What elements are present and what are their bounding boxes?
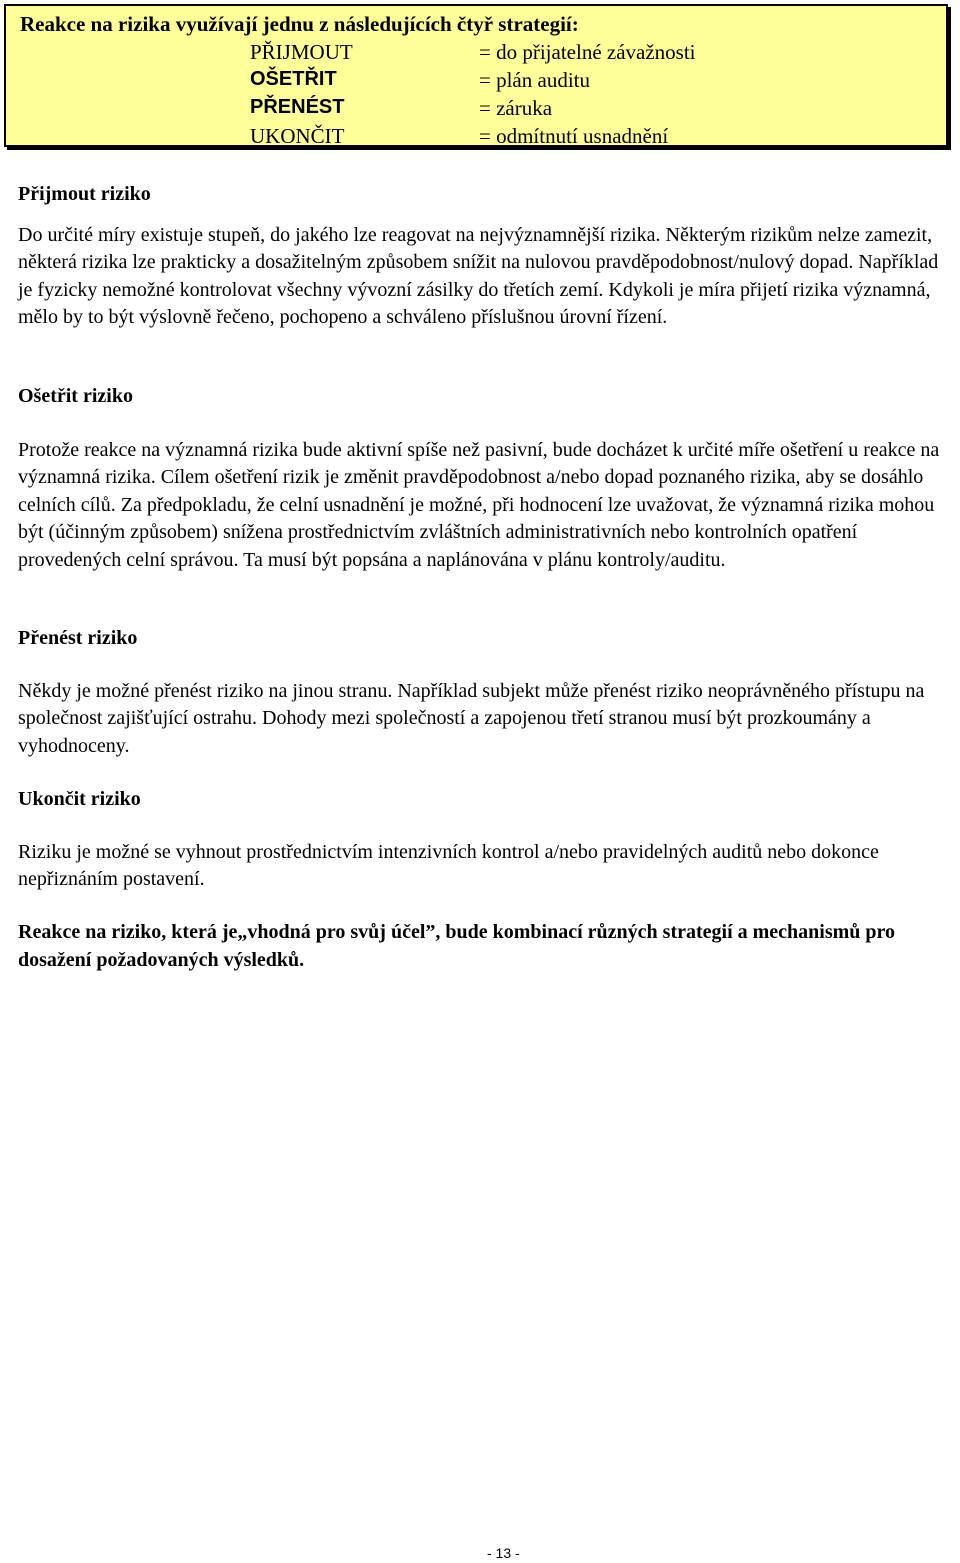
section-text-transfer: Někdy je možné přenést riziko na jinou stranu. Například subjekt může přenést riziko neoprávněného přístupu na společnost zajišťující ostrahu. Dohody mezi společností a zapojenou třetí stranou musí být prozkoumány a vyhodnoceny. [18,680,925,757]
strategy-name: UKONČIT [250,124,345,148]
strategy-description: = odmítnutí usnadnění [479,124,669,148]
section-text-accept: Do určité míry existuje stupeň, do jakého lze reagovat na nejvýznamnější rizika. Některým rizikům nelze zamezit, některá rizika lze prakticky a dosažitelným způsobem snížit na nulovou pravděpodobnost/nulový dopad. Například je fyzicky nemožné kontrolovat všechny vývozní zásilky do třetích zemí. Kdykoli je míra přijetí rizika významná, mělo by to být výslovně řečeno, pochopeno a schváleno příslušnou úrovní řízení. [18,224,939,329]
strategy-description: = záruka [479,96,553,120]
section-heading-terminate: Ukončit riziko [18,788,141,810]
strategy-description: = do přijatelné závažnosti [479,40,696,64]
section-text-treat: Protože reakce na významná rizika bude aktivní spíše než pasivní, bude docházet k určité míře ošetření u reakce na významná rizika. Cílem ošetření rizik je změnit pravděpodobnost a/nebo dopad poznaného rizika, aby se dosáhlo celních cílů. Za předpokladu, že celní usnadnění je možné, při hodnocení lze uvažovat, že významná rizika mohou být (účinným způsobem) snížena prostřednictvím zvláštních administrativních nebo kontrolních opatření provedených celní správou. Ta musí být popsána a naplánována v plánu kontroly/auditu. [18,439,940,571]
section-heading-treat: Ošetřit riziko [18,385,133,407]
strategy-description: = plán auditu [479,68,590,92]
strategy-summary-box [4,4,948,147]
page-number: - 13 - [487,1545,520,1561]
strategy-row-transfer [6,96,946,124]
strategy-name: PŘENÉST [250,96,345,118]
section-text-terminate: Riziku je možné se vyhnout prostřednictvím intenzivních kontrol a/nebo pravidelných auditů nebo dokonce nepřiznáním postavení. [18,841,879,891]
section-heading-transfer: Přenést riziko [18,627,138,649]
strategy-row-accept [6,40,946,68]
conclusion-text: Reakce na riziko, která je„vhodná pro svůj účel”, bude kombinací různých strategií a mechanismů pro dosažení požadovaných výsledků. [18,921,896,971]
strategy-box-title: Reakce na rizika využívají jednu z následujících čtyř strategií: [20,12,579,36]
strategy-name: OŠETŘIT [250,68,337,90]
strategy-row-terminate [6,124,946,152]
strategy-row-treat [6,68,946,96]
section-heading-accept: Přijmout riziko [18,183,151,205]
strategy-name: PŘIJMOUT [250,40,353,64]
